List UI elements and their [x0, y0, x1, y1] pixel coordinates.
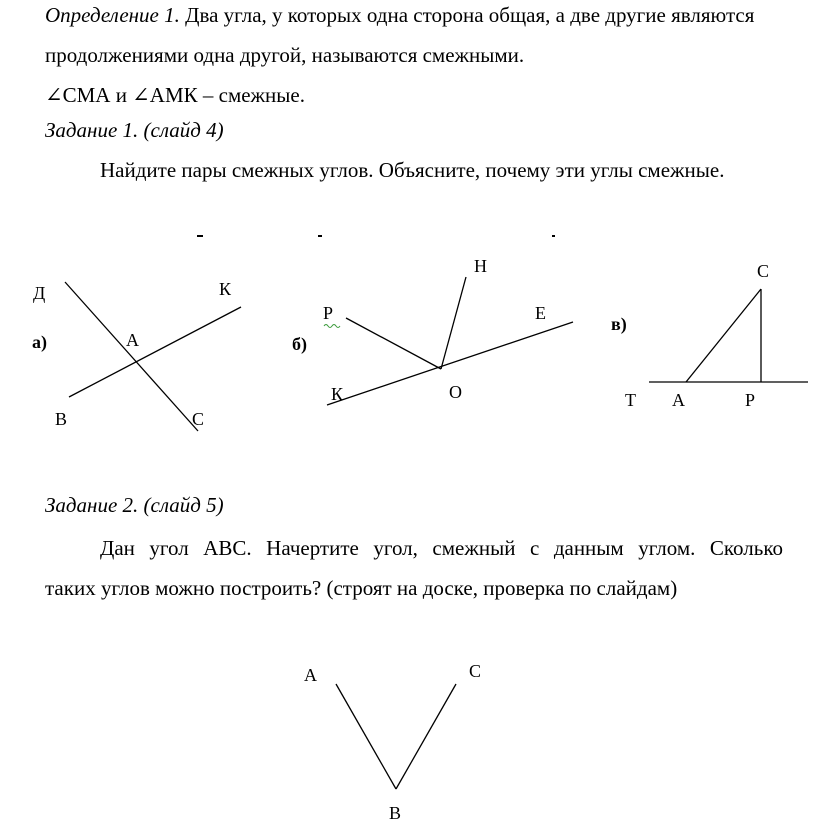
task2-figure [0, 648, 816, 838]
figure-c [611, 261, 808, 410]
definition-term: Определение 1. [45, 3, 180, 27]
label-k: К [219, 279, 232, 299]
definition-example [45, 85, 305, 106]
definition-line-2 [45, 45, 524, 66]
label-a3: А [304, 665, 317, 685]
figure-c-tag: в) [611, 314, 627, 334]
task2-word: угол, [373, 536, 418, 560]
task2-title-text: Задание 2. (слайд 5) [45, 493, 224, 517]
task2-word: с [529, 536, 540, 560]
label-n: Н [474, 256, 487, 276]
label-t: Т [625, 390, 636, 410]
label-k2: К [331, 384, 344, 404]
label-c2: С [757, 261, 770, 281]
task2-word: данным [553, 536, 624, 560]
task1-title-text: Задание 1. (слайд 4) [45, 118, 224, 142]
label-o: О [449, 382, 462, 402]
ray-op [346, 318, 441, 369]
label-d: Д [33, 283, 46, 303]
task2-text-line-2 [45, 578, 677, 599]
label-b3: В [389, 803, 402, 823]
task1-instruction [100, 160, 724, 181]
spell-underline [324, 325, 340, 328]
figure-b-tag: б) [292, 334, 307, 354]
task1-instruction-text: Найдите пары смежных углов. Объясните, почему эти углы смежные. [100, 158, 725, 182]
task1-title [45, 120, 224, 141]
label-p2: Р [745, 390, 756, 410]
task2-word: Начертите [266, 536, 359, 560]
label-c3: С [469, 661, 482, 681]
task2-word: АВС. [203, 536, 252, 560]
label-b: В [55, 409, 68, 429]
task2-word: Дан [100, 536, 135, 560]
line-dc [65, 282, 198, 431]
task2-text-2: таких углов можно построить? (строят на доске, проверка по слайдам) [45, 576, 678, 600]
label-p: Р [323, 303, 334, 323]
definition-text-2: продолжениями одна другой, называются смежными. [45, 43, 525, 67]
definition-line-1 [45, 5, 754, 26]
figure-b [292, 256, 573, 405]
figure-a-tag: а) [32, 332, 47, 352]
label-a: А [126, 330, 139, 350]
task2-word: угол [149, 536, 189, 560]
ray-ba [336, 684, 396, 789]
label-c: С [192, 409, 205, 429]
label-a2: А [672, 390, 685, 410]
task1-figures [0, 220, 816, 480]
ray-bc [396, 684, 456, 789]
ray-ac [686, 289, 761, 382]
label-e: Е [535, 303, 546, 323]
task2-word: Сколько [709, 536, 783, 560]
task2-text-line-1 [100, 538, 783, 559]
task2-title [45, 495, 224, 516]
task2-word: углом. [638, 536, 696, 560]
definition-text-1: Два угла, у которых одна сторона общая, а две другие являются [179, 3, 755, 27]
figure-a [32, 279, 241, 431]
ray-on [441, 277, 466, 369]
example-text: ∠СМА и ∠АМК – смежные. [45, 83, 305, 107]
task2-word: смежный [432, 536, 516, 560]
